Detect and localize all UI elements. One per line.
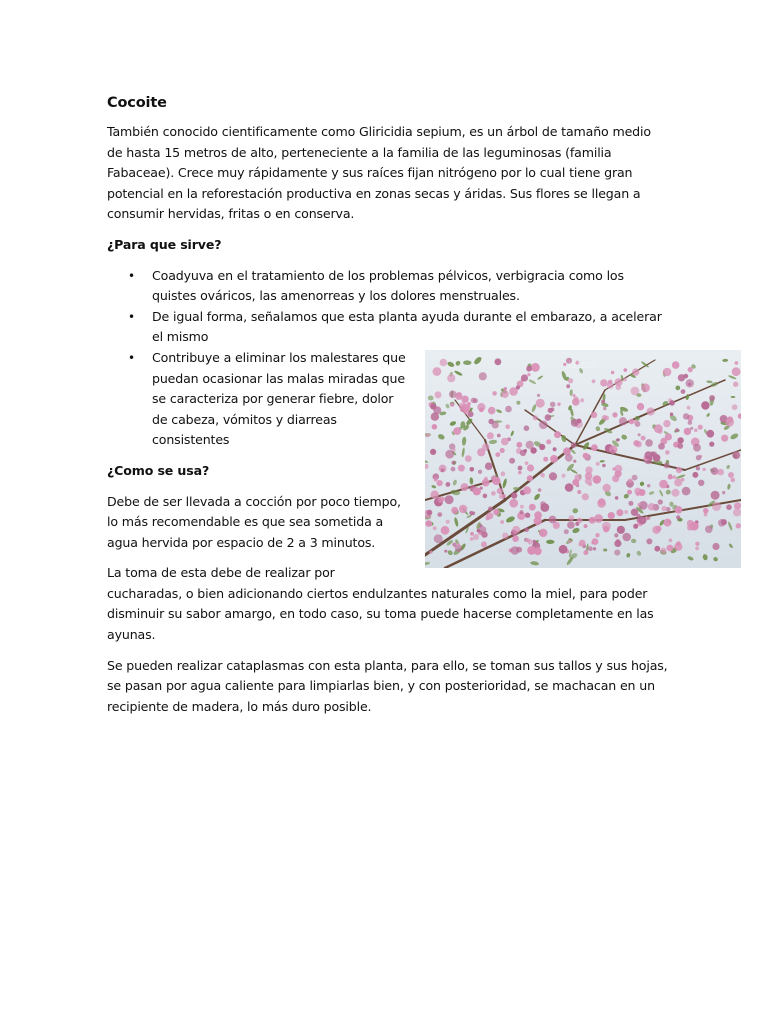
bullet-icon: • <box>128 350 135 365</box>
list-item <box>107 307 669 348</box>
uses-list <box>107 266 669 451</box>
how-heading: ¿Como se usa? <box>107 462 210 478</box>
document-title: Cocoite <box>107 95 167 111</box>
intro-paragraph: También conocido cientificamente como Gliricidia sepium, es un árbol de tamaño medio de hasta 15 metros de alto, perteneciente a la familia de las leguminosas (familia Fabaceae). Crece muy rápidamente y sus raíces fijan nitrógeno por lo cual tiene gran potencial en la reforestación productiva en zonas secas y áridas. Sus flores se llegan a consumir hervidas, fritas o en conserva. <box>107 124 651 222</box>
list-item-text: Contribuye a eliminar los malestares que puedan ocasionar las malas miradas que se caracteriza por generar fiebre, dolor de cabeza, vómitos y diarreas consistentes <box>152 349 406 448</box>
how-paragraph-1: Debe de ser llevada a cocción por poco tiempo, lo más recomendable es que sea sometida a agua hervida por espacio de 2 a 3 minutos. <box>107 493 401 550</box>
list-item <box>107 266 669 307</box>
bullet-icon: • <box>128 268 135 283</box>
document-body <box>107 92 669 727</box>
how-paragraph-2: La toma de esta debe de realizar por cucharadas, o bien adicionando ciertos endulzantes naturales como la miel, para poder disminuir su sabor amargo, en todo caso, su toma puede hacerse completamente en las ayunas. <box>107 565 654 643</box>
tree-illustration <box>425 350 741 568</box>
uses-heading: ¿Para que sirve? <box>107 236 222 252</box>
list-item <box>107 348 669 451</box>
list-item-text: Coadyuva en el tratamiento de los problemas pélvicos, verbigracia como los quistes ováricos, las amenorreas y los dolores menstruales. <box>152 267 624 304</box>
bullet-icon: • <box>128 309 135 324</box>
list-item-text: De igual forma, señalamos que esta planta ayuda durante el embarazo, a acelerar el mismo <box>152 308 662 345</box>
cocoite-tree-photo <box>425 350 741 568</box>
how-paragraph-3: Se pueden realizar cataplasmas con esta planta, para ello, se toman sus tallos y sus hojas, se pasan por agua caliente para limpiarlas bien, y con posterioridad, se machacan en un recipiente de madera, lo más duro posible. <box>107 657 668 714</box>
photo-watermark: iStock <box>568 359 598 371</box>
